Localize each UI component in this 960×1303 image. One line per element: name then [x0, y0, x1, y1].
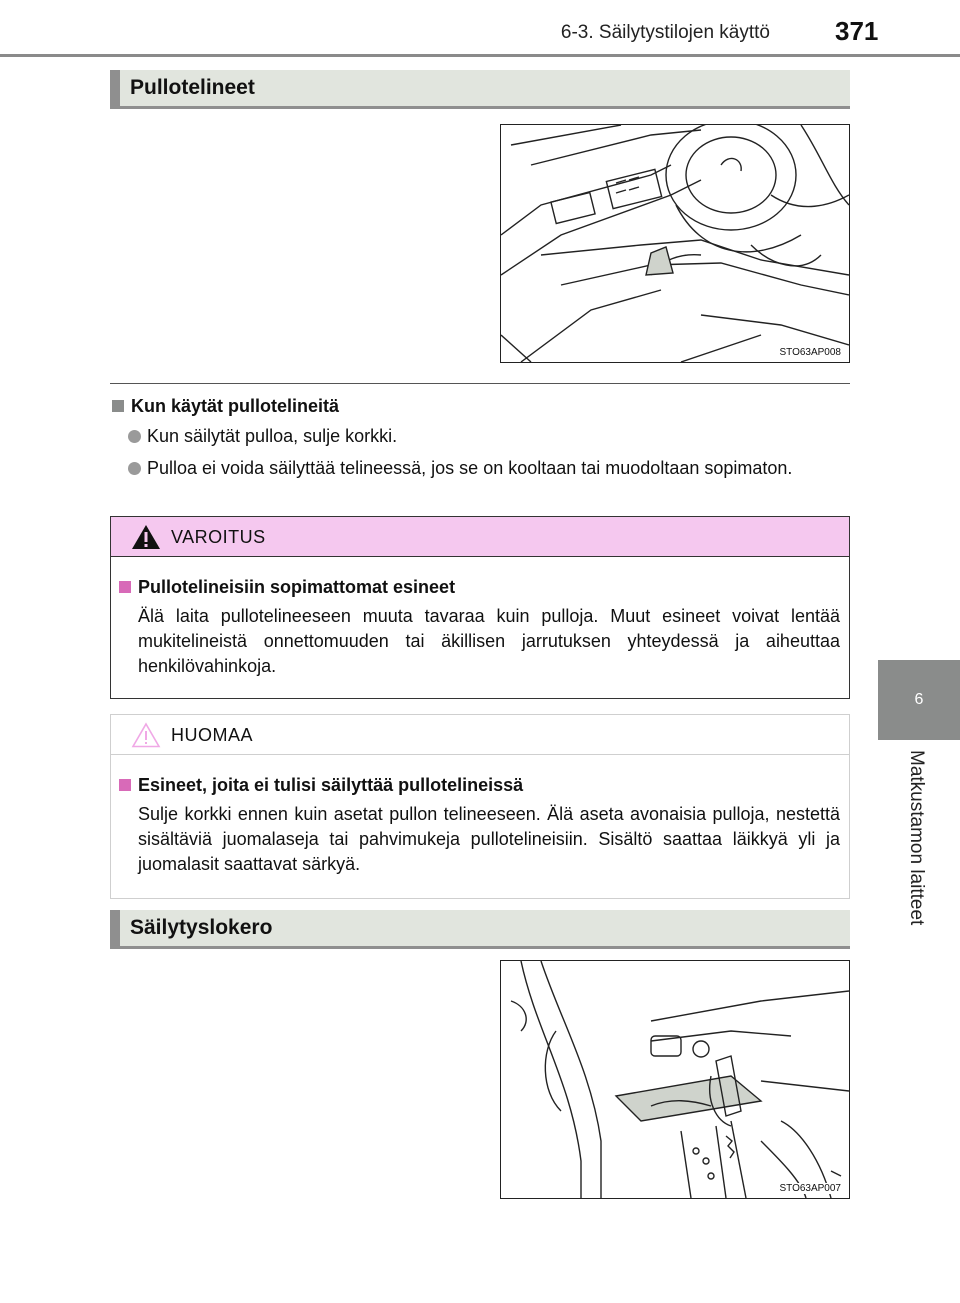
warning-title: VAROITUS — [171, 527, 266, 547]
notice-box — [110, 714, 850, 899]
warning-box — [110, 516, 850, 699]
page-number: 371 — [835, 16, 879, 46]
subheading-using-holders: Kun käytät pullotelineitä — [112, 396, 339, 417]
section-heading-bar — [110, 70, 120, 106]
square-bullet-icon — [119, 779, 131, 791]
warning-header — [111, 517, 849, 557]
notice-subheading: Esineet, joita ei tulisi säilyttää pullotelineissä — [119, 775, 523, 796]
page-header-title: 6-3. Säilytystilojen käyttö — [560, 22, 770, 43]
storage-tray-illustration — [500, 960, 850, 1199]
bullet-item: Pulloa ei voida säilyttää telineessä, jos se on kooltaan tai muodoltaan sopimaton. — [128, 456, 850, 481]
bullet-item: Kun säilytät pulloa, sulje korkki. — [128, 424, 850, 449]
notice-header — [111, 715, 849, 755]
section-heading-text: Pullotelineet — [130, 76, 255, 99]
warning-subheading: Pullotelineisiin sopimattomat esineet — [119, 577, 455, 598]
notice-title: HUOMAA — [171, 725, 254, 745]
chapter-tab — [878, 660, 960, 740]
console-drawing — [501, 961, 849, 1198]
section-heading-bar — [110, 910, 120, 946]
warning-triangle-icon — [131, 524, 161, 550]
figure-code: STO63AP007 — [779, 1183, 841, 1194]
square-bullet-icon — [119, 581, 131, 593]
chapter-label: Matkustamon laitteet — [906, 750, 927, 926]
round-bullet-icon — [128, 462, 141, 475]
section-heading-bottle-holders — [110, 70, 850, 109]
section-heading-storage — [110, 910, 850, 949]
figure-code: STO63AP008 — [779, 347, 841, 358]
bottle-holder-illustration — [500, 124, 850, 363]
header-rule — [0, 54, 960, 57]
round-bullet-icon — [128, 430, 141, 443]
notice-text: Sulje korkki ennen kuin asetat pullon telineeseen. Älä aseta avonaisia pulloja, nestettä sisältäviä juomalaseja tai pahvimukeja pullotelineisiin. Sisältö saattaa läikkyä yli ja juomalasit saattavat särkyä. — [138, 804, 840, 874]
door-panel-drawing — [501, 125, 849, 362]
warning-text: Älä laita pullotelineeseen muuta tavaraa kuin pulloja. Muut esineet voivat lentää mukitelineistä onnettomuuden tai äkillisen jarrutuksen yhteydessä ja aiheuttaa henkilövahinkoja. — [138, 606, 840, 676]
section-heading-text: Säilytyslokero — [130, 916, 273, 939]
chapter-number: 6 — [914, 691, 924, 708]
subsection-rule — [110, 383, 850, 384]
caution-triangle-icon — [131, 722, 161, 748]
square-bullet-icon — [112, 400, 124, 412]
